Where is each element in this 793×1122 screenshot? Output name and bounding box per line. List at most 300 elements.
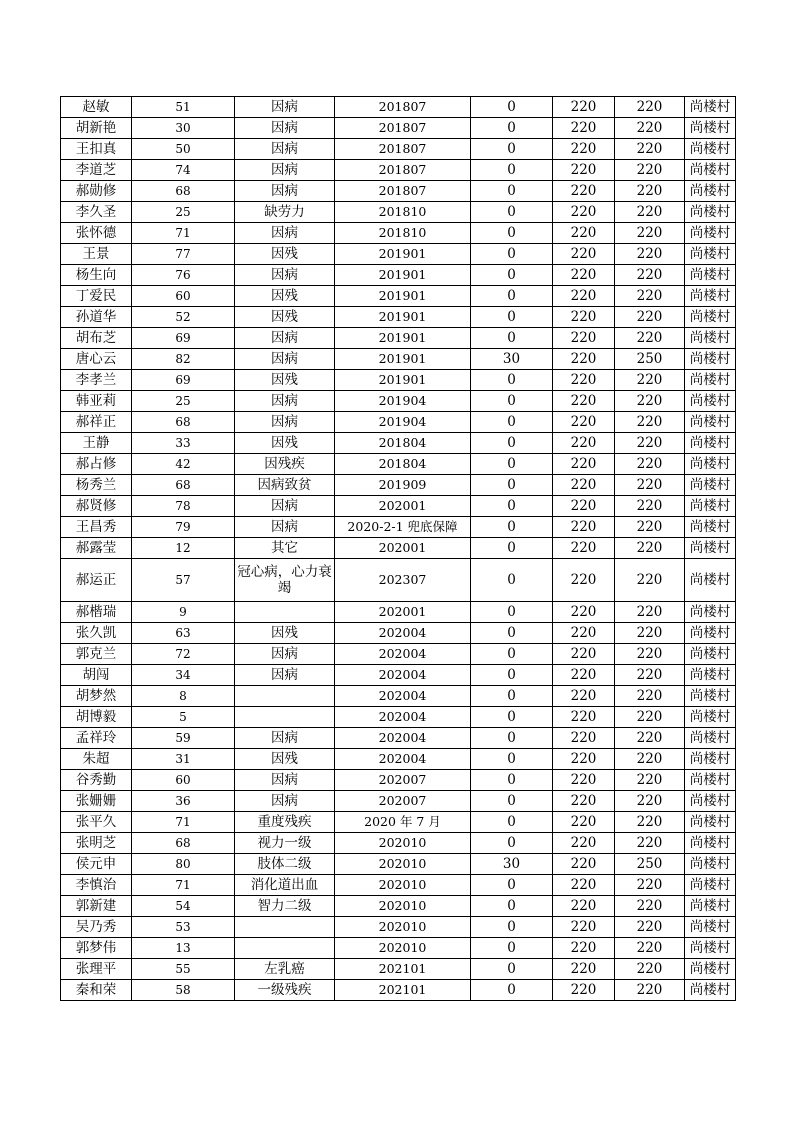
table-row xyxy=(61,559,736,602)
total-amount-cell: 220 xyxy=(615,202,685,223)
name-cell: 赵敏 xyxy=(61,97,132,118)
extra-amount-cell: 0 xyxy=(471,812,553,833)
village-cell: 尚楼村 xyxy=(685,707,736,728)
table-row xyxy=(61,412,736,433)
age-cell: 33 xyxy=(132,433,235,454)
age-cell: 13 xyxy=(132,938,235,959)
reason-cell xyxy=(235,686,335,707)
name-cell: 张理平 xyxy=(61,959,132,980)
total-amount-cell: 220 xyxy=(615,328,685,349)
table-row xyxy=(61,181,736,202)
extra-amount-cell: 0 xyxy=(471,328,553,349)
total-amount-cell: 220 xyxy=(615,559,685,602)
age-cell: 71 xyxy=(132,812,235,833)
base-amount-cell: 220 xyxy=(553,181,615,202)
name-cell: 郭梦伟 xyxy=(61,938,132,959)
extra-amount-cell: 0 xyxy=(471,833,553,854)
extra-amount-cell: 0 xyxy=(471,875,553,896)
table-row xyxy=(61,370,736,391)
village-cell: 尚楼村 xyxy=(685,644,736,665)
age-cell: 51 xyxy=(132,97,235,118)
table-row xyxy=(61,496,736,517)
extra-amount-cell: 0 xyxy=(471,959,553,980)
name-cell: 张平久 xyxy=(61,812,132,833)
extra-amount-cell: 0 xyxy=(471,791,553,812)
date-cell: 202004 xyxy=(335,728,471,749)
village-cell: 尚楼村 xyxy=(685,875,736,896)
extra-amount-cell: 0 xyxy=(471,391,553,412)
reason-cell: 因病 xyxy=(235,791,335,812)
reason-cell: 视力一级 xyxy=(235,833,335,854)
date-cell: 202010 xyxy=(335,875,471,896)
table-row xyxy=(61,728,736,749)
extra-amount-cell: 0 xyxy=(471,265,553,286)
date-cell: 202001 xyxy=(335,602,471,623)
total-amount-cell: 220 xyxy=(615,707,685,728)
village-cell: 尚楼村 xyxy=(685,496,736,517)
base-amount-cell: 220 xyxy=(553,475,615,496)
village-cell: 尚楼村 xyxy=(685,938,736,959)
reason-cell: 因病 xyxy=(235,665,335,686)
village-cell: 尚楼村 xyxy=(685,202,736,223)
name-cell: 张怀德 xyxy=(61,223,132,244)
date-cell: 201904 xyxy=(335,412,471,433)
village-cell: 尚楼村 xyxy=(685,97,736,118)
extra-amount-cell: 0 xyxy=(471,181,553,202)
date-cell: 201807 xyxy=(335,139,471,160)
table-row xyxy=(61,160,736,181)
name-cell: 郭克兰 xyxy=(61,644,132,665)
age-cell: 80 xyxy=(132,854,235,875)
village-cell: 尚楼村 xyxy=(685,791,736,812)
base-amount-cell: 220 xyxy=(553,938,615,959)
name-cell: 胡新艳 xyxy=(61,118,132,139)
extra-amount-cell: 0 xyxy=(471,160,553,181)
base-amount-cell: 220 xyxy=(553,559,615,602)
reason-cell: 因病 xyxy=(235,517,335,538)
base-amount-cell: 220 xyxy=(553,118,615,139)
age-cell: 31 xyxy=(132,749,235,770)
extra-amount-cell: 0 xyxy=(471,433,553,454)
date-cell: 202004 xyxy=(335,644,471,665)
total-amount-cell: 220 xyxy=(615,244,685,265)
total-amount-cell: 220 xyxy=(615,118,685,139)
reason-cell: 因病 xyxy=(235,349,335,370)
total-amount-cell: 220 xyxy=(615,160,685,181)
base-amount-cell: 220 xyxy=(553,160,615,181)
date-cell: 201901 xyxy=(335,265,471,286)
village-cell: 尚楼村 xyxy=(685,959,736,980)
table-row xyxy=(61,433,736,454)
age-cell: 68 xyxy=(132,412,235,433)
extra-amount-cell: 0 xyxy=(471,97,553,118)
village-cell: 尚楼村 xyxy=(685,538,736,559)
name-cell: 王景 xyxy=(61,244,132,265)
name-cell: 张久凯 xyxy=(61,623,132,644)
date-cell: 202004 xyxy=(335,707,471,728)
base-amount-cell: 220 xyxy=(553,412,615,433)
extra-amount-cell: 0 xyxy=(471,938,553,959)
age-cell: 68 xyxy=(132,181,235,202)
village-cell: 尚楼村 xyxy=(685,454,736,475)
table-row xyxy=(61,118,736,139)
name-cell: 胡布芝 xyxy=(61,328,132,349)
table-row xyxy=(61,896,736,917)
total-amount-cell: 220 xyxy=(615,665,685,686)
base-amount-cell: 220 xyxy=(553,749,615,770)
village-cell: 尚楼村 xyxy=(685,349,736,370)
total-amount-cell: 220 xyxy=(615,97,685,118)
name-cell: 李久圣 xyxy=(61,202,132,223)
base-amount-cell: 220 xyxy=(553,97,615,118)
age-cell: 52 xyxy=(132,307,235,328)
age-cell: 69 xyxy=(132,370,235,391)
village-cell: 尚楼村 xyxy=(685,854,736,875)
base-amount-cell: 220 xyxy=(553,223,615,244)
base-amount-cell: 220 xyxy=(553,602,615,623)
age-cell: 63 xyxy=(132,623,235,644)
table-row xyxy=(61,265,736,286)
reason-cell: 因病 xyxy=(235,391,335,412)
base-amount-cell: 220 xyxy=(553,875,615,896)
extra-amount-cell: 0 xyxy=(471,644,553,665)
reason-cell: 其它 xyxy=(235,538,335,559)
base-amount-cell: 220 xyxy=(553,623,615,644)
name-cell: 唐心云 xyxy=(61,349,132,370)
age-cell: 12 xyxy=(132,538,235,559)
reason-cell: 因病 xyxy=(235,265,335,286)
village-cell: 尚楼村 xyxy=(685,749,736,770)
base-amount-cell: 220 xyxy=(553,854,615,875)
total-amount-cell: 220 xyxy=(615,623,685,644)
extra-amount-cell: 0 xyxy=(471,370,553,391)
table-row xyxy=(61,602,736,623)
table-row xyxy=(61,202,736,223)
age-cell: 60 xyxy=(132,286,235,307)
reason-cell: 冠心病，心力衰竭 xyxy=(235,559,335,602)
extra-amount-cell: 0 xyxy=(471,896,553,917)
date-cell: 202010 xyxy=(335,833,471,854)
date-cell: 201807 xyxy=(335,97,471,118)
reason-cell: 因残疾 xyxy=(235,454,335,475)
village-cell: 尚楼村 xyxy=(685,265,736,286)
reason-cell: 因病 xyxy=(235,644,335,665)
name-cell: 郝楷瑞 xyxy=(61,602,132,623)
date-cell: 201901 xyxy=(335,349,471,370)
total-amount-cell: 250 xyxy=(615,349,685,370)
extra-amount-cell: 0 xyxy=(471,707,553,728)
base-amount-cell: 220 xyxy=(553,686,615,707)
name-cell: 王扣真 xyxy=(61,139,132,160)
village-cell: 尚楼村 xyxy=(685,223,736,244)
name-cell: 张明芝 xyxy=(61,833,132,854)
village-cell: 尚楼村 xyxy=(685,665,736,686)
date-cell: 202101 xyxy=(335,980,471,1001)
table-row xyxy=(61,917,736,938)
extra-amount-cell: 0 xyxy=(471,244,553,265)
reason-cell: 因残 xyxy=(235,370,335,391)
total-amount-cell: 220 xyxy=(615,728,685,749)
table-row xyxy=(61,959,736,980)
village-cell: 尚楼村 xyxy=(685,244,736,265)
total-amount-cell: 220 xyxy=(615,896,685,917)
date-cell: 202004 xyxy=(335,686,471,707)
total-amount-cell: 220 xyxy=(615,475,685,496)
total-amount-cell: 220 xyxy=(615,686,685,707)
base-amount-cell: 220 xyxy=(553,286,615,307)
village-cell: 尚楼村 xyxy=(685,812,736,833)
name-cell: 朱超 xyxy=(61,749,132,770)
base-amount-cell: 220 xyxy=(553,139,615,160)
name-cell: 孟祥玲 xyxy=(61,728,132,749)
village-cell: 尚楼村 xyxy=(685,181,736,202)
village-cell: 尚楼村 xyxy=(685,559,736,602)
reason-cell: 因病 xyxy=(235,496,335,517)
reason-cell xyxy=(235,917,335,938)
village-cell: 尚楼村 xyxy=(685,118,736,139)
table-row xyxy=(61,349,736,370)
total-amount-cell: 250 xyxy=(615,854,685,875)
base-amount-cell: 220 xyxy=(553,770,615,791)
total-amount-cell: 220 xyxy=(615,875,685,896)
total-amount-cell: 220 xyxy=(615,770,685,791)
reason-cell: 因病致贫 xyxy=(235,475,335,496)
age-cell: 78 xyxy=(132,496,235,517)
age-cell: 9 xyxy=(132,602,235,623)
extra-amount-cell: 0 xyxy=(471,559,553,602)
name-cell: 胡梦然 xyxy=(61,686,132,707)
table-row xyxy=(61,644,736,665)
date-cell: 201901 xyxy=(335,286,471,307)
total-amount-cell: 220 xyxy=(615,223,685,244)
reason-cell: 因残 xyxy=(235,286,335,307)
reason-cell: 因残 xyxy=(235,244,335,265)
reason-cell: 因病 xyxy=(235,728,335,749)
base-amount-cell: 220 xyxy=(553,980,615,1001)
reason-cell: 智力二级 xyxy=(235,896,335,917)
total-amount-cell: 220 xyxy=(615,602,685,623)
village-cell: 尚楼村 xyxy=(685,517,736,538)
date-cell: 201901 xyxy=(335,244,471,265)
age-cell: 71 xyxy=(132,875,235,896)
extra-amount-cell: 0 xyxy=(471,770,553,791)
date-cell: 202004 xyxy=(335,665,471,686)
total-amount-cell: 220 xyxy=(615,791,685,812)
village-cell: 尚楼村 xyxy=(685,370,736,391)
name-cell: 王昌秀 xyxy=(61,517,132,538)
extra-amount-cell: 0 xyxy=(471,223,553,244)
village-cell: 尚楼村 xyxy=(685,980,736,1001)
base-amount-cell: 220 xyxy=(553,307,615,328)
reason-cell xyxy=(235,938,335,959)
table-row xyxy=(61,749,736,770)
age-cell: 76 xyxy=(132,265,235,286)
age-cell: 57 xyxy=(132,559,235,602)
base-amount-cell: 220 xyxy=(553,496,615,517)
reason-cell: 因残 xyxy=(235,433,335,454)
age-cell: 25 xyxy=(132,202,235,223)
age-cell: 53 xyxy=(132,917,235,938)
base-amount-cell: 220 xyxy=(553,644,615,665)
date-cell: 2020-2-1 兜底保障 xyxy=(335,517,471,538)
extra-amount-cell: 0 xyxy=(471,686,553,707)
reason-cell: 因病 xyxy=(235,97,335,118)
name-cell: 杨生向 xyxy=(61,265,132,286)
date-cell: 202307 xyxy=(335,559,471,602)
name-cell: 杨秀兰 xyxy=(61,475,132,496)
extra-amount-cell: 30 xyxy=(471,349,553,370)
village-cell: 尚楼村 xyxy=(685,139,736,160)
name-cell: 郭新建 xyxy=(61,896,132,917)
base-amount-cell: 220 xyxy=(553,728,615,749)
reason-cell: 肢体二级 xyxy=(235,854,335,875)
reason-cell xyxy=(235,602,335,623)
name-cell: 吴乃秀 xyxy=(61,917,132,938)
date-cell: 201901 xyxy=(335,328,471,349)
total-amount-cell: 220 xyxy=(615,812,685,833)
date-cell: 201807 xyxy=(335,118,471,139)
total-amount-cell: 220 xyxy=(615,433,685,454)
reason-cell: 缺劳力 xyxy=(235,202,335,223)
village-cell: 尚楼村 xyxy=(685,328,736,349)
table-row xyxy=(61,391,736,412)
table-row xyxy=(61,97,736,118)
village-cell: 尚楼村 xyxy=(685,286,736,307)
table-row xyxy=(61,854,736,875)
name-cell: 郝占修 xyxy=(61,454,132,475)
date-cell: 202004 xyxy=(335,749,471,770)
reason-cell: 消化道出血 xyxy=(235,875,335,896)
base-amount-cell: 220 xyxy=(553,896,615,917)
date-cell: 201807 xyxy=(335,160,471,181)
total-amount-cell: 220 xyxy=(615,370,685,391)
base-amount-cell: 220 xyxy=(553,370,615,391)
table-row xyxy=(61,139,736,160)
village-cell: 尚楼村 xyxy=(685,391,736,412)
name-cell: 李慎治 xyxy=(61,875,132,896)
reason-cell: 因病 xyxy=(235,223,335,244)
extra-amount-cell: 0 xyxy=(471,475,553,496)
extra-amount-cell: 0 xyxy=(471,139,553,160)
total-amount-cell: 220 xyxy=(615,412,685,433)
date-cell: 201810 xyxy=(335,223,471,244)
village-cell: 尚楼村 xyxy=(685,917,736,938)
name-cell: 孙道华 xyxy=(61,307,132,328)
table-row xyxy=(61,223,736,244)
name-cell: 胡博毅 xyxy=(61,707,132,728)
reason-cell: 一级残疾 xyxy=(235,980,335,1001)
age-cell: 60 xyxy=(132,770,235,791)
reason-cell: 因病 xyxy=(235,328,335,349)
base-amount-cell: 220 xyxy=(553,812,615,833)
village-cell: 尚楼村 xyxy=(685,412,736,433)
age-cell: 77 xyxy=(132,244,235,265)
reason-cell: 因病 xyxy=(235,770,335,791)
age-cell: 82 xyxy=(132,349,235,370)
total-amount-cell: 220 xyxy=(615,938,685,959)
age-cell: 69 xyxy=(132,328,235,349)
age-cell: 36 xyxy=(132,791,235,812)
age-cell: 54 xyxy=(132,896,235,917)
age-cell: 50 xyxy=(132,139,235,160)
table-row xyxy=(61,538,736,559)
extra-amount-cell: 0 xyxy=(471,496,553,517)
name-cell: 李孝兰 xyxy=(61,370,132,391)
table-row xyxy=(61,812,736,833)
total-amount-cell: 220 xyxy=(615,496,685,517)
date-cell: 2020 年 7 月 xyxy=(335,812,471,833)
name-cell: 郝贤修 xyxy=(61,496,132,517)
table-row xyxy=(61,833,736,854)
table-row xyxy=(61,686,736,707)
total-amount-cell: 220 xyxy=(615,265,685,286)
date-cell: 202010 xyxy=(335,854,471,875)
extra-amount-cell: 0 xyxy=(471,980,553,1001)
extra-amount-cell: 30 xyxy=(471,854,553,875)
table-row xyxy=(61,665,736,686)
base-amount-cell: 220 xyxy=(553,244,615,265)
total-amount-cell: 220 xyxy=(615,139,685,160)
total-amount-cell: 220 xyxy=(615,286,685,307)
date-cell: 202010 xyxy=(335,938,471,959)
age-cell: 55 xyxy=(132,959,235,980)
extra-amount-cell: 0 xyxy=(471,118,553,139)
base-amount-cell: 220 xyxy=(553,202,615,223)
extra-amount-cell: 0 xyxy=(471,412,553,433)
extra-amount-cell: 0 xyxy=(471,538,553,559)
base-amount-cell: 220 xyxy=(553,707,615,728)
date-cell: 202004 xyxy=(335,623,471,644)
total-amount-cell: 220 xyxy=(615,833,685,854)
date-cell: 201804 xyxy=(335,454,471,475)
reason-cell: 因残 xyxy=(235,749,335,770)
village-cell: 尚楼村 xyxy=(685,686,736,707)
base-amount-cell: 220 xyxy=(553,665,615,686)
date-cell: 201901 xyxy=(335,370,471,391)
total-amount-cell: 220 xyxy=(615,181,685,202)
date-cell: 201807 xyxy=(335,181,471,202)
age-cell: 72 xyxy=(132,644,235,665)
date-cell: 202007 xyxy=(335,791,471,812)
age-cell: 59 xyxy=(132,728,235,749)
table-row xyxy=(61,454,736,475)
date-cell: 202007 xyxy=(335,770,471,791)
reason-cell: 因病 xyxy=(235,181,335,202)
total-amount-cell: 220 xyxy=(615,959,685,980)
assistance-roster-table xyxy=(60,96,736,1001)
base-amount-cell: 220 xyxy=(553,391,615,412)
date-cell: 202010 xyxy=(335,917,471,938)
age-cell: 58 xyxy=(132,980,235,1001)
table-row xyxy=(61,244,736,265)
table-row xyxy=(61,875,736,896)
roster-body xyxy=(61,97,736,1001)
table-row xyxy=(61,791,736,812)
table-row xyxy=(61,980,736,1001)
name-cell: 郝露莹 xyxy=(61,538,132,559)
extra-amount-cell: 0 xyxy=(471,665,553,686)
name-cell: 张姗姗 xyxy=(61,791,132,812)
village-cell: 尚楼村 xyxy=(685,833,736,854)
name-cell: 郝运正 xyxy=(61,559,132,602)
table-row xyxy=(61,475,736,496)
date-cell: 201909 xyxy=(335,475,471,496)
total-amount-cell: 220 xyxy=(615,538,685,559)
extra-amount-cell: 0 xyxy=(471,517,553,538)
date-cell: 201901 xyxy=(335,307,471,328)
age-cell: 68 xyxy=(132,475,235,496)
table-row xyxy=(61,328,736,349)
